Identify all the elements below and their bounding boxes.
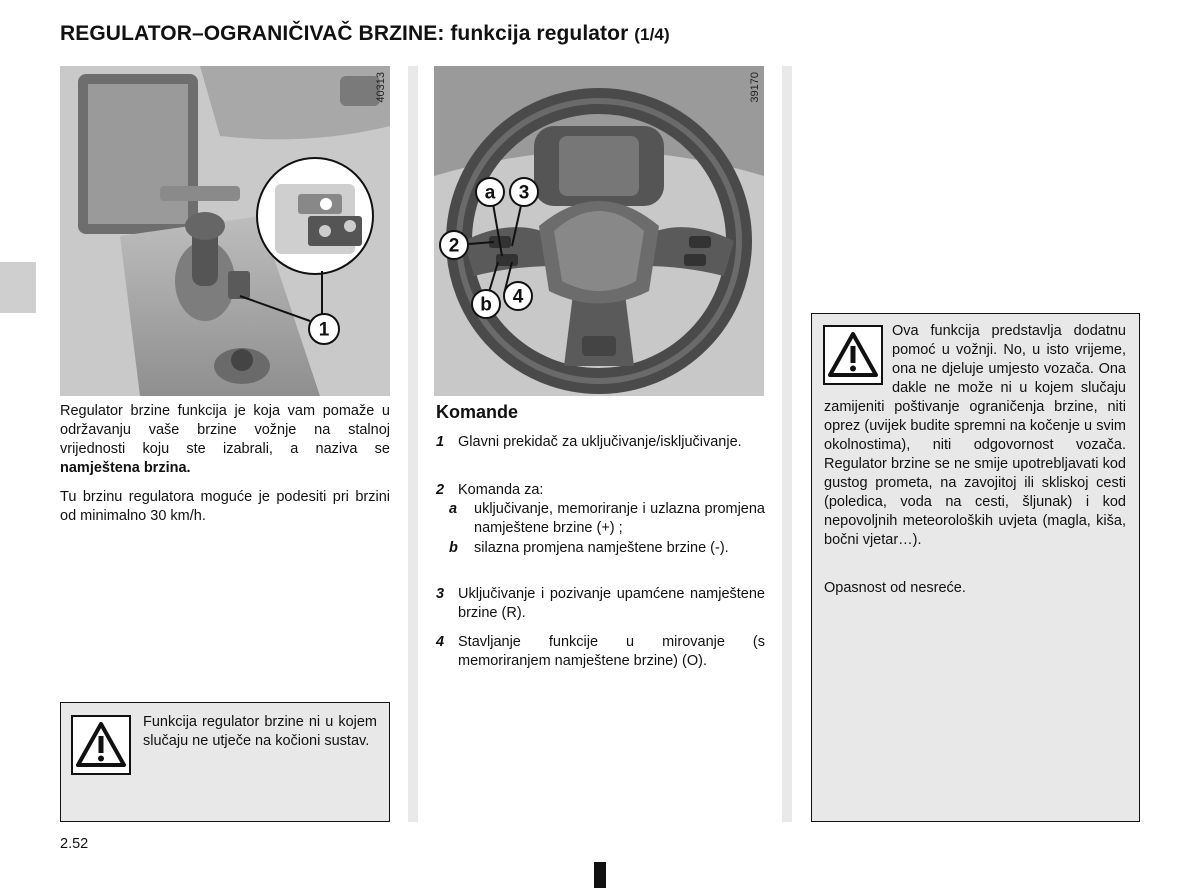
- intro-text: Regulator brzine funkcija je koja vam pomaže u održavanju vaše brzine vožnje na stalnoj vrijednosti koju ste izabrali, a naziva se: [60, 403, 390, 457]
- callout-4-label: 4: [512, 286, 524, 308]
- page-number: 2.52: [60, 836, 89, 852]
- speed-range-paragraph: Tu brzinu regulatora moguće je podesiti pri brzini od minimalno 30 km/h.: [60, 489, 390, 524]
- callout-3-label: 3: [518, 182, 530, 204]
- commands-heading: Komande: [436, 402, 519, 422]
- callout-b: [470, 288, 502, 320]
- icon-wrap-spacer: [824, 322, 892, 390]
- command-item-4: [436, 633, 765, 673]
- command-subitem-b-text: silazna promjena namještene brzine (-).: [474, 540, 729, 556]
- command-item-4-text: Stavljanje funkcije u mirovanje (s memoriranjem namještene brzine) (O).: [458, 634, 765, 669]
- command-subitem-b-num: b: [449, 540, 458, 556]
- section-tab: [0, 262, 36, 313]
- page-title: [60, 22, 670, 46]
- page-edge-mark: [594, 862, 606, 888]
- steering-wheel-illustration: [434, 66, 764, 396]
- driver-responsibility-text: [824, 322, 1126, 550]
- callout-1: [307, 312, 341, 346]
- command-item-2-num: 2: [436, 482, 445, 498]
- command-subitem-a-num: a: [449, 501, 458, 517]
- figure-id-left: 40313: [375, 72, 387, 103]
- command-item-4-num: 4: [436, 634, 445, 650]
- command-subitem-b: [449, 539, 765, 579]
- callout-2: [438, 229, 470, 261]
- callout-a: [474, 176, 506, 208]
- intro-paragraph: [60, 402, 390, 478]
- callout-b-label: b: [480, 294, 492, 316]
- command-item-3-text: Uključivanje i pozivanje upamćene namještene brzine (R).: [458, 586, 765, 621]
- command-subitem-a-text: uključivanje, memoriranje i uzlazna promjena namještene brzine (+) ;: [474, 501, 765, 536]
- callout-3: [508, 176, 540, 208]
- steering-wheel-figure: [434, 66, 764, 396]
- command-item-3: [436, 585, 765, 625]
- driver-responsibility-body: Ova funkcija predstavlja dodatnu pomoć u vožnji. No, u isto vrijeme, ona ne djeluje umjesto vozača. Ona dakle ne može ni u kojem slučaju zamijeniti poštivanje ograničenja brzine, niti oprez (uvijek budite spremni na kočenje u svim okolnostima), niti odgovornost vozača. Regulator brzine se ne smije upotrebljavati kod gustog prometa, na zavojitoj ili skliskoj cesti (poledica, voda na cesti, šljunak) i kod nepovoljnih meteoroloških uvjeta (magla, kiša, bočni vjetar…).: [824, 323, 1126, 548]
- command-item-2-text: Komanda za:: [458, 482, 544, 498]
- gear-console-figure: [60, 66, 390, 396]
- command-item-1-text: Glavni prekidač za uključivanje/isključivanje.: [458, 434, 742, 450]
- page-title-text: REGULATOR–OGRANIČIVAČ BRZINE: funkcija regulator: [60, 22, 629, 45]
- braking-warning-box: [60, 702, 390, 822]
- left-column-divider: [408, 66, 418, 822]
- page-title-suffix: (1/4): [634, 25, 670, 44]
- warning-triangle-icon: [71, 715, 131, 775]
- callout-2-label: 2: [448, 235, 460, 257]
- driver-responsibility-warning-box: [811, 313, 1140, 822]
- middle-column-divider: [782, 66, 792, 822]
- command-item-1: [436, 433, 765, 473]
- intro-bold-term: namještena brzina.: [60, 460, 191, 476]
- command-item-1-num: 1: [436, 434, 445, 450]
- callout-a-label: a: [484, 182, 496, 204]
- figure-id-middle: 39170: [749, 72, 761, 103]
- command-subitem-a: [449, 500, 765, 540]
- callout-4: [502, 280, 534, 312]
- accident-danger-text: Opasnost od nesreće.: [824, 580, 966, 596]
- command-item-2: [436, 481, 765, 501]
- command-item-3-num: 3: [436, 586, 445, 602]
- callout-1-label: 1: [318, 319, 330, 341]
- braking-warning-text: Funkcija regulator brzine ni u kojem slučaju ne utječe na kočioni sustav.: [143, 714, 377, 749]
- gear-console-illustration: [60, 66, 390, 396]
